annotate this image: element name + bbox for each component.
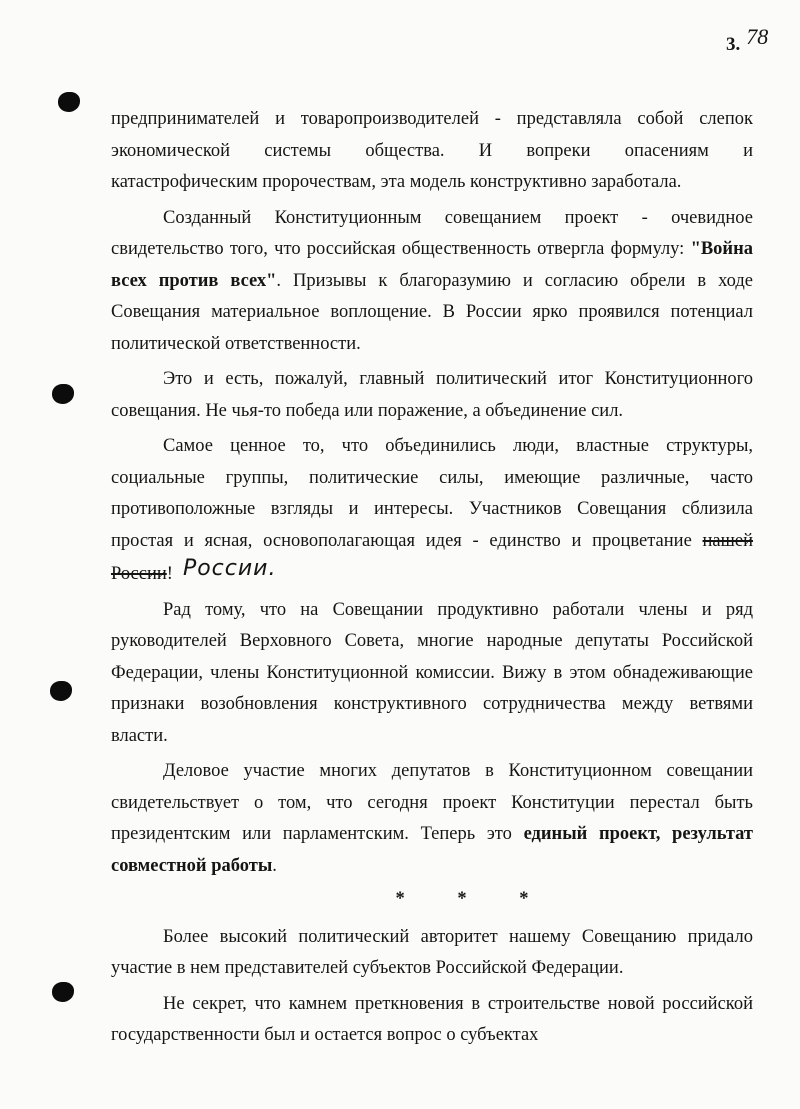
struck-word-rossii: России [111, 564, 167, 584]
punch-hole-mark [52, 982, 74, 1002]
paragraph-4-text-a: Самое ценное то, что объединились люди, властные структуры, социальные группы, политические силы, имеющие различные, часто противоположные взгляды и интересы. Участников Совещания сблизила простая и ясная, основополагающая идея - единство и процветание [111, 436, 753, 551]
paragraph-2-text-b: . Призывы к благоразумию и согласию обрели в ходе Совещания материальное воплощение. В России ярко проявился потенциал политической ответственности. [111, 270, 753, 354]
paragraph-6-text-a: Деловое участие многих депутатов в Конституционном совещании свидетельствует о том, что сегодня проект Конституции перестал быть президентским или парламентским. Теперь это [111, 761, 753, 844]
section-separator: * * * [395, 889, 553, 909]
paragraph-4 [111, 431, 753, 591]
punch-hole-mark [58, 92, 80, 112]
paragraph-6 [111, 756, 753, 882]
paragraph-1-line-3: катастрофическим пророчествам, эта модель конструктивно заработала. [111, 172, 682, 192]
paragraph-1-line-2: экономической системы общества. И вопреки опасениям и [111, 140, 753, 161]
paragraph-3: Это и есть, пожалуй, главный политический итог Конституционного совещания. Не чья-то победа или поражение, а объединение сил. [111, 369, 753, 421]
paragraph-6-bold-phrase: единый проект, результат совместной работы [111, 824, 753, 876]
page-number-printed: 3. [726, 34, 741, 55]
paragraph-8: Не секрет, что камнем преткновения в строительстве новой российской государственности был и остается вопрос о субъектах [111, 993, 753, 1045]
punch-hole-mark [50, 681, 72, 701]
paragraph-2-bold-quote: "Война всех против всех" [111, 239, 753, 291]
paragraph-5: Рад тому, что на Совещании продуктивно работали члены и ряд руководителей Верховного Совета, многие народные депутаты Российской Федерации, члены Конституционной комиссии. Вижу в этом обнадеживающие признаки возобновления конструктивного сотрудничества между ветвями власти. [111, 599, 753, 746]
paragraph-2 [111, 203, 753, 361]
handwritten-page-number: 78 [746, 24, 769, 49]
document-body [111, 104, 753, 1052]
handwritten-correction: России. [182, 556, 277, 581]
page-number [726, 24, 769, 56]
paragraph-2-text-a: Созданный Конституционным совещанием проект - очевидное свидетельство того, что российская общественность отвергла формулу: [111, 207, 753, 259]
paragraph-7: Более высокий политический авторитет нашему Совещанию придало участие в нем представителей субъектов Российской Федерации. [111, 926, 753, 978]
paragraph-4-exclamation: ! [166, 564, 173, 584]
paragraph-1-line-1: предпринимателей и товаропроизводителей - представляла собой слепок [111, 109, 753, 129]
struck-word-nashei: нашей [702, 530, 753, 551]
paragraph-6-text-b: . [272, 855, 277, 876]
punch-hole-mark [52, 384, 74, 404]
